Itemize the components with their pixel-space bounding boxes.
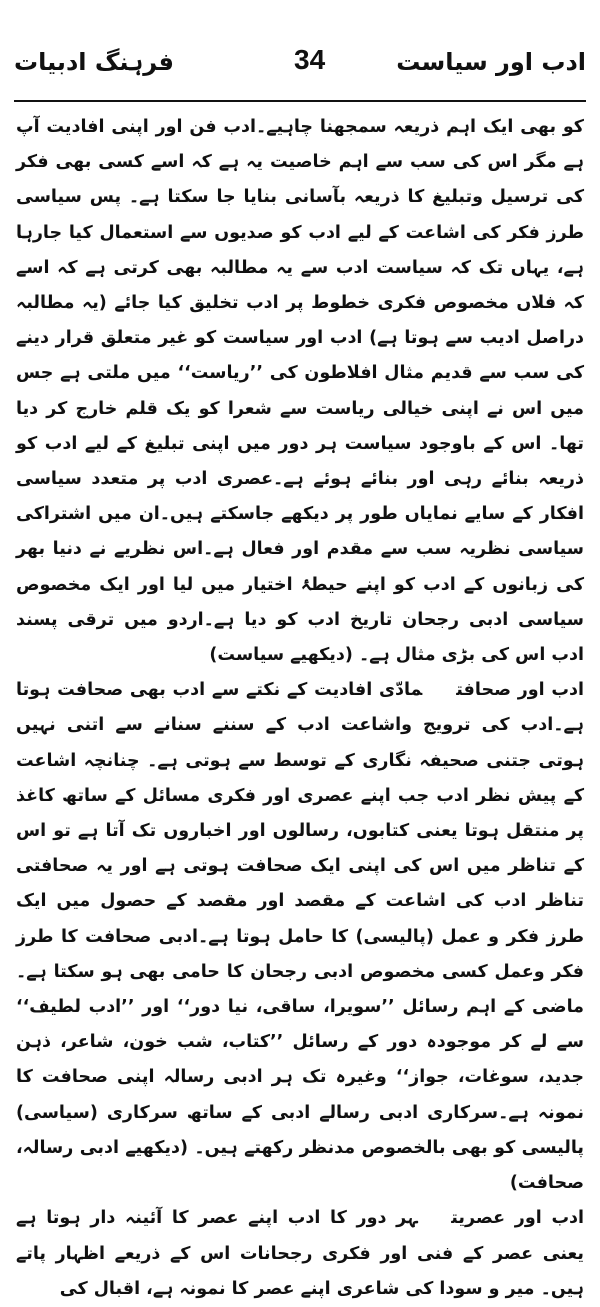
entry-headword: ادب اور عصریت: [451, 1208, 585, 1229]
page-header: [14, 40, 586, 102]
entry-text: ہر دور کا ادب اپنے عصر کا آئینہ دار ہوتا ہے یعنی عصر کے فنی اور فکری رجحانات اس کے ذریعے اظہار پاتے ہیں۔ میر و سودا کی شاعری اپنے عصر کا نمونہ ہے، اقبال کی: [16, 1208, 584, 1299]
running-title: ادب اور سیاست: [396, 48, 586, 76]
page-number: 34: [294, 44, 326, 75]
book-title: فرہنگ ادبیات: [14, 48, 174, 76]
entry-continued-text: کو بھی ایک اہم ذریعہ سمجھنا چاہیے۔ادب فن اور اپنی افادیت آپ ہے مگر اس کی سب سے اہم خاصیت یہ ہے کہ اسے کسی بھی فکر کی ترسیل وتبلیغ کا ذریعہ بآسانی بنایا جا سکتا ہے۔ پس سیاسی طرز فکر کی اشاعت کے لیے ادب کو صدیوں سے استعمال کیا جارہا ہے، یہاں تک کہ سیاست ادب سے یہ مطالبہ بھی کرتی ہے کہ اسے کہ فلاں مخصوص فکری خطوط پر ادب تخلیق کیا جائے (یہ مطالبہ دراصل ادیب سے ہوتا ہے) ادب اور سیاست کو غیر متعلق قرار دینے کی سب سے قدیم مثال افلاطون کی ’’ریاست‘‘ میں ملتی ہے جس میں اس نے اپنی خیالی ریاست سے شعرا کو یک قلم خارج کر دیا تھا۔ اس کے باوجود سیاست ہر دور میں اپنی تبلیغ کے لیے ادب کو ذریعہ بنائے رہی اور بنائے ہوئے ہے۔عصری ادب پر متعدد سیاسی افکار کے سایے نمایاں طور پر دیکھے جاسکتے ہیں۔ان میں اشتراکی سیاسی نظریہ سب سے مقدم اور فعال ہے۔اس نظریے نے دنیا بھر کی زبانوں کے ادب کو اپنے حیطۂ اختیار میں لیا اور ایک مخصوص سیاسی ادبی رجحان تاریخ ادب کو دیا ہے۔اردو میں ترقی پسند ادب اس کی بڑی مثال ہے۔ (دیکھیے سیاست): [16, 117, 584, 666]
entry-text: مادّی افادیت کے نکتے سے ادب بھی صحافت ہوتا ہے۔ادب کی ترویج واشاعت ادب کے سننے سنانے سے اتنی نہیں ہوتی جتنی صحیفہ نگاری کے توسط سے ہوتی ہے۔ چنانچہ اشاعت کے پیش نظر ادب جب اپنے عصری اور فکری مسائل کے ساتھ کاغذ پر منتقل ہوتا یعنی کتابوں، رسالوں اور اخباروں تک آتا ہے تو اس کے تناظر میں اس کی اپنی ایک صحافت ہوتی ہے اور یہ صحافتی تناظر ادب کی اشاعت کے مقصد اور مقصد کے حصول میں ایک طرز فکر و عمل (پالیسی) کا حامل ہوتا ہے۔ادبی صحافت کا طرز فکر وعمل کسی مخصوص ادبی رجحان کا حامی بھی ہو سکتا ہے۔ ماضی کے اہم رسائل ’’سویرا، ساقی، نیا دور‘‘ اور ’’ادب لطیف‘‘ سے لے کر موجودہ دور کے رسائل ’’کتاب، شب خون، شاعر، ذہن جدید، سوغات، جواز‘‘ وغیرہ تک ہر ادبی رسالہ اپنی صحافت کا نمونہ ہے۔سرکاری ادبی رسالے ادبی کے ساتھ سرکاری (سیاسی) پالیسی کو بھی بالخصوص مدنظر رکھتے ہیں۔ (دیکھیے ادبی رسالہ، صحافت): [16, 680, 584, 1194]
entry-adab-aur-sahafat: [16, 673, 584, 1201]
entry-headword: ادب اور صحافت: [456, 680, 584, 701]
entry-adab-aur-asriyat: [16, 1201, 584, 1307]
page-body: [16, 110, 585, 1299]
